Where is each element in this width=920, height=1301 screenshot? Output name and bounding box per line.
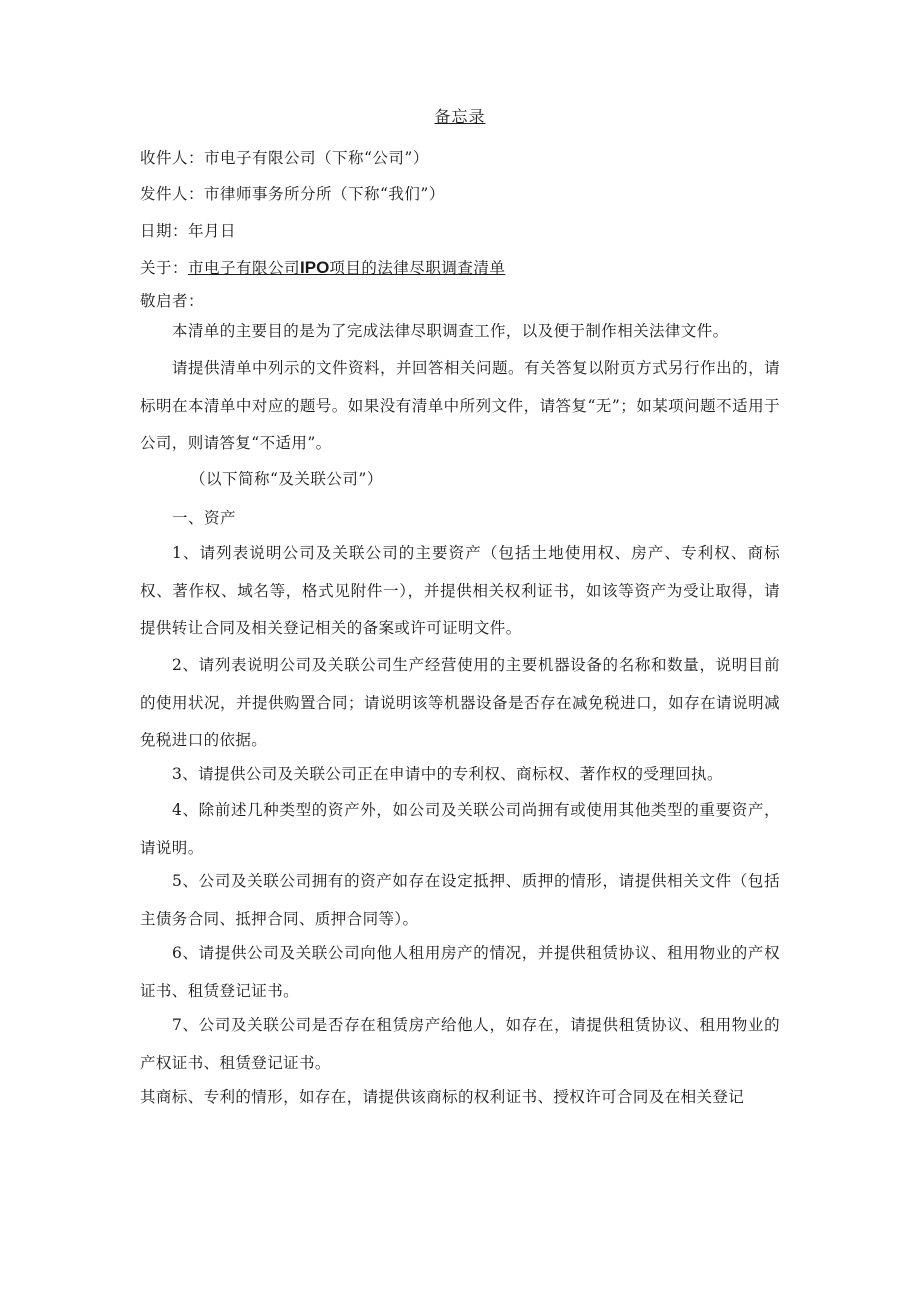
subject-ipo: IPO [300, 258, 330, 277]
subject-text [188, 259, 505, 277]
item-4: 4、除前述几种类型的资产外，如公司及关联公司尚拥有或使用其他类型的重要资产，请说明。 [140, 801, 780, 857]
trailing-line: 其商标、专利的情形，如存在，请提供该商标的权利证书、授权许可合同及在相关登记 [140, 1088, 745, 1106]
item-5: 5、公司及关联公司拥有的资产如存在设定抵押、质押的情形，请提供相关文件（包括主债务合同、抵押合同、质押合同等）。 [140, 872, 780, 928]
subject-topic: 项目的法律尽职调查清单 [329, 259, 506, 277]
item-7: 7、公司及关联公司是否存在租赁房产给他人，如存在，请提供租赁协议、租用物业的产权证书、租赁登记证书。 [140, 1016, 780, 1072]
item-1: 1、请列表说明公司及关联公司的主要资产（包括土地使用权、房产、专利权、商标权、著作权、域名等，格式见附件一），并提供相关权利证书，如该等资产为受让取得，请提供转让合同及相关登记相关的备案或许可证明文件。 [140, 544, 780, 637]
subject-company: 市电子有限公司 [188, 259, 301, 277]
recipient-line: 收件人：市电子有限公司（下称“公司”） [140, 149, 429, 167]
salutation: 敬启者： [140, 292, 205, 310]
section-heading-assets: 一、资产 [172, 509, 237, 527]
date-line: 日期：年月日 [140, 222, 237, 240]
abbreviation-note: （以下简称“及关联公司”） [190, 470, 383, 488]
subject-line [140, 256, 505, 278]
item-2: 2、请列表说明公司及关联公司生产经营使用的主要机器设备的名称和数量，说明目前的使用状况，并提供购置合同；请说明该等机器设备是否存在减免税进口，如存在请说明减免税进口的依据。 [140, 656, 780, 749]
intro-paragraph-2: 请提供清单中列示的文件资料，并回答相关问题。有关答复以附页方式另行作出的，请标明在本清单中对应的题号。如果没有清单中所列文件，请答复“无”；如某项问题不适用于公司，则请答复“不适用”。 [140, 359, 780, 452]
intro-paragraph-1: 本清单的主要目的是为了完成法律尽职调查工作，以及便于制作相关法律文件。 [172, 322, 729, 340]
sender-line: 发件人：市律师事务所分所（下称“我们”） [140, 185, 445, 203]
subject-prefix: 关于： [140, 259, 189, 277]
item-6: 6、请提供公司及关联公司向他人租用房产的情况，并提供租赁协议、租用物业的产权证书、租赁登记证书。 [140, 944, 780, 1000]
item-3: 3、请提供公司及关联公司正在申请中的专利权、商标权、著作权的受理回执。 [172, 765, 723, 783]
memo-title: 备忘录 [434, 107, 486, 126]
